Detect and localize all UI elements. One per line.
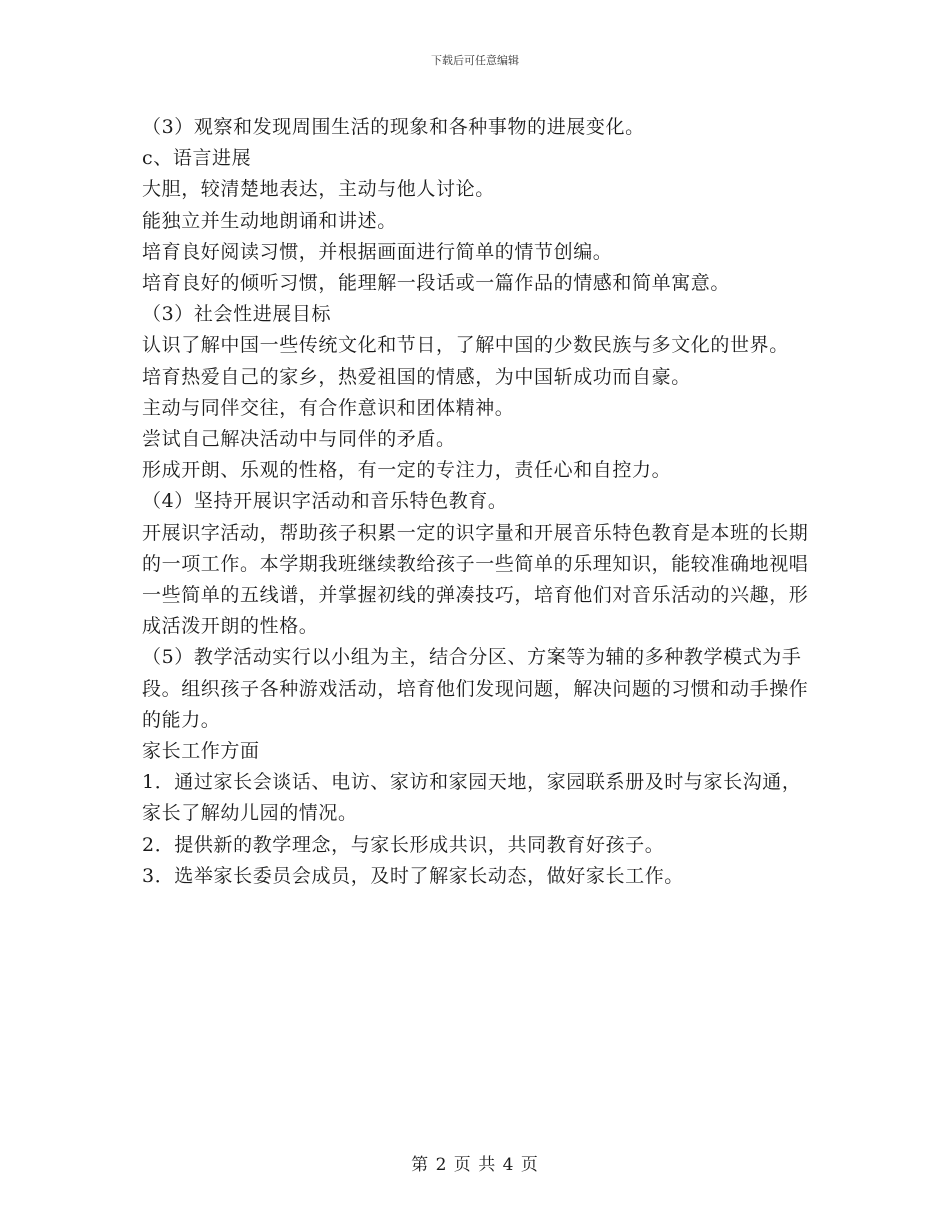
section-heading-social: （3）社会性进展目标 xyxy=(142,303,332,326)
paragraph: 尝试自己解决活动中与同伴的矛盾。 xyxy=(142,428,456,451)
paragraph: 培育良好阅读习惯，并根据画面进行简单的情节创编。 xyxy=(142,240,613,263)
paragraph: （3）观察和发现周围生活的现象和各种事物的进展变化。 xyxy=(142,116,645,138)
list-item: 1．通过家长会谈话、电访、家访和家园天地，家园联系册及时与家长沟通，家长了解幼儿园的情况。 xyxy=(142,771,802,825)
paragraph: 主动与同伴交往，有合作意识和团体精神。 xyxy=(142,396,515,419)
paragraph: 能独立并生动地朗诵和讲述。 xyxy=(142,209,397,232)
document-body xyxy=(142,112,812,892)
paragraph: 大胆，较清楚地表达，主动与他人讨论。 xyxy=(142,178,495,201)
paragraph: 开展识字活动，帮助孩子积累一定的识字量和开展音乐特色教育是本班的长期的一项工作。本学期我班继续教给孩子一些简单的乐理知识，能较准确地视唱一些简单的五线谱，并掌握初线的弹凑技巧，培育他们对音乐活动的兴趣，形成活泼开朗的性格。 xyxy=(142,521,809,638)
section-heading-language: c、语言进展 xyxy=(142,147,252,170)
list-item: 3．选举家长委员会成员，及时了解家长动态，做好家长工作。 xyxy=(142,864,684,887)
paragraph: 形成开朗、乐观的性格，有一定的专注力，责任心和自控力。 xyxy=(142,459,672,482)
paragraph: 培育热爱自己的家乡，热爱祖国的情感，为中国斩成功而自豪。 xyxy=(142,365,691,388)
paragraph: 培育良好的倾听习惯，能理解一段话或一篇作品的情感和简单寓意。 xyxy=(142,272,731,295)
page-header-note: 下载后可任意编辑 xyxy=(431,54,519,67)
page-number-footer: 第 2 页 共 4 页 xyxy=(411,1155,539,1175)
section-heading-literacy-music: （4）坚持开展识字活动和音乐特色教育。 xyxy=(142,490,508,513)
list-item: 2．提供新的教学理念，与家长形成共识，共同教育好孩子。 xyxy=(142,833,665,856)
section-heading-parent-work: 家长工作方面 xyxy=(142,740,260,763)
paragraph: （5）教学活动实行以小组为主，结合分区、方案等为辅的多种教学模式为手段。组织孩子各种游戏活动，培育他们发现问题，解决问题的习惯和动手操作的能力。 xyxy=(142,646,809,731)
paragraph: 认识了解中国一些传统文化和节日，了解中国的少数民族与多文化的世界。 xyxy=(142,334,789,357)
